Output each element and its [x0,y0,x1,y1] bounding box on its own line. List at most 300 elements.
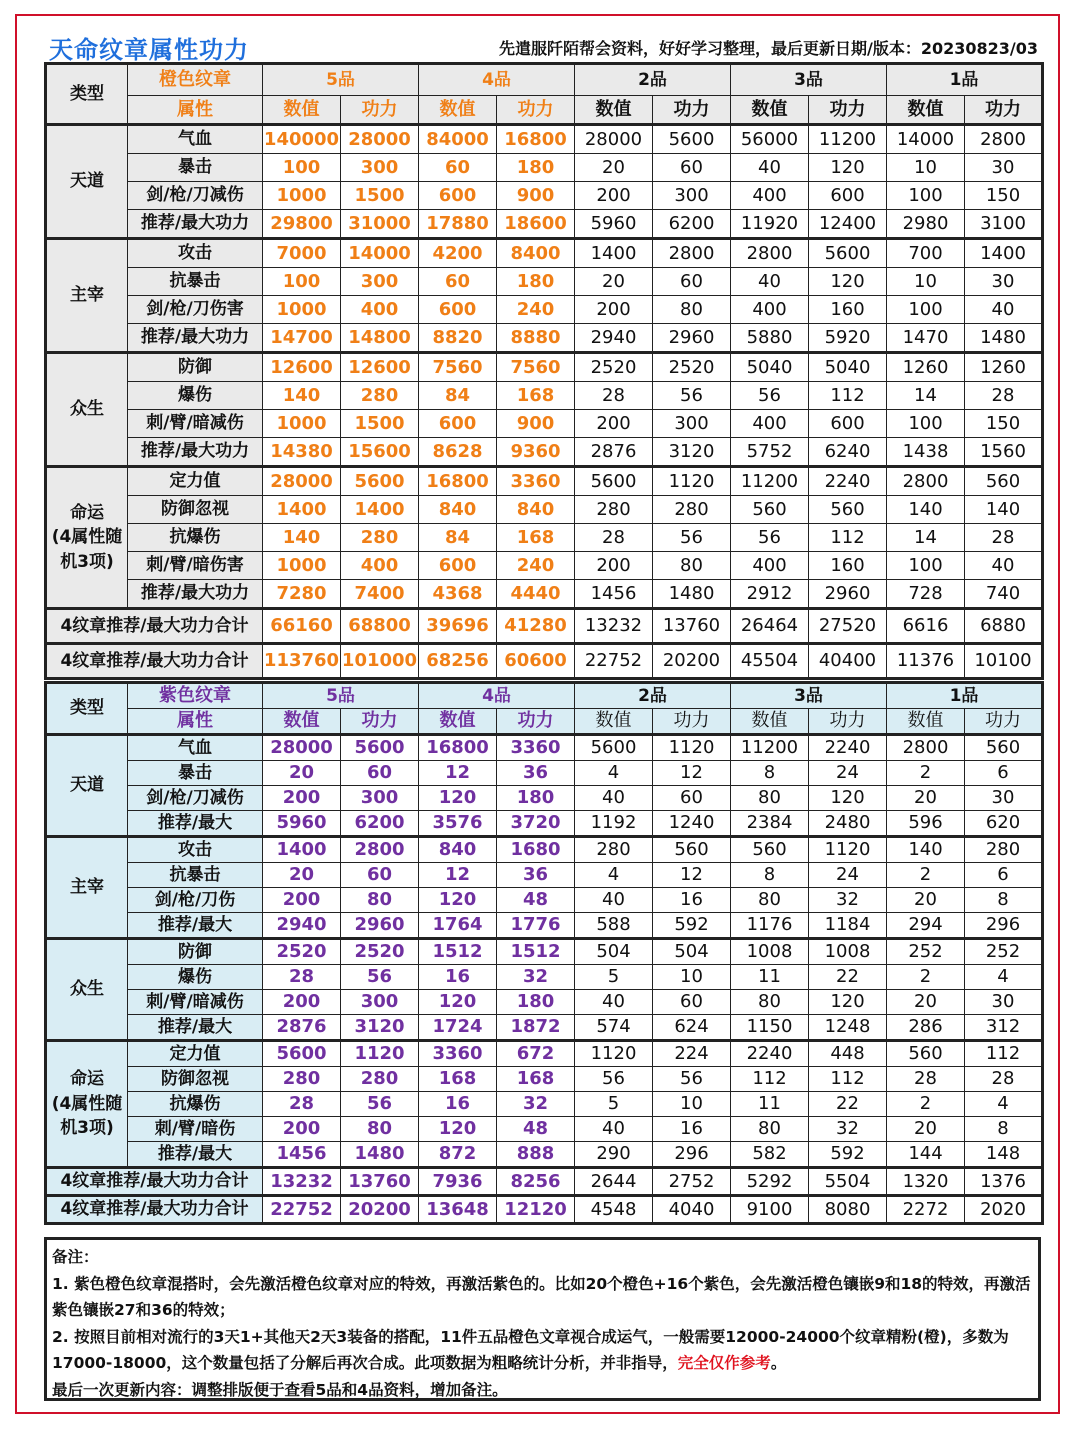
value-cell: 56000 [731,125,809,154]
total-value: 13648 [419,1196,497,1224]
value-cell: 56 [653,524,731,552]
total-value: 41280 [497,609,575,644]
value-cell: 840 [419,837,497,863]
header-row-grades [46,64,1043,96]
value-cell: 872 [419,1142,497,1168]
value-cell: 1008 [731,939,809,965]
value-cell: 280 [575,496,653,524]
group-name: 主宰 [46,837,128,939]
value-cell: 2876 [575,438,653,467]
value-cell: 6 [965,761,1043,786]
notes-item-2-main: 2. 按照目前相对流行的3天1+其他天2天3装备的搭配，11件五品橙色文章视合成运气，一般需要12000-24000个纹章精粉(橙)，多数为17000-18000，这个数量包括了分解后再次合成。此项数据为粗略统计分析，并非指导， [52,1327,1009,1373]
value-cell: 100 [263,154,341,182]
value-cell: 2940 [575,324,653,353]
value-cell: 28 [887,1067,965,1092]
total-value: 2272 [887,1196,965,1224]
value-cell: 400 [341,552,419,580]
purple-emblem-table [44,681,1044,1225]
grade-header-4: 1品 [887,64,1043,96]
table-row [46,786,1043,811]
sub-header-value: 数值 [263,96,341,125]
value-cell: 8400 [497,239,575,268]
total-value: 8256 [497,1168,575,1196]
total-row [46,1168,1043,1196]
value-cell: 18600 [497,210,575,239]
value-cell: 84000 [419,125,497,154]
sub-header-value: 数值 [575,96,653,125]
value-cell: 1480 [341,1142,419,1168]
value-cell: 280 [575,837,653,863]
grade-header-0: 5品 [263,683,419,709]
notes-heading: 备注： [52,1248,99,1266]
value-cell: 624 [653,1015,731,1041]
sub-header-value: 数值 [731,709,809,735]
value-cell: 180 [497,154,575,182]
value-cell: 1500 [341,410,419,438]
table-row [46,888,1043,913]
attribute-name: 攻击 [128,837,263,863]
value-cell: 5600 [575,467,653,496]
value-cell: 3120 [653,438,731,467]
value-cell: 11920 [731,210,809,239]
value-cell: 400 [341,296,419,324]
value-cell: 30 [965,268,1043,296]
value-cell: 80 [731,888,809,913]
value-cell: 200 [263,1117,341,1142]
value-cell: 180 [497,990,575,1015]
value-cell: 16 [653,1117,731,1142]
value-cell: 5 [575,1092,653,1117]
attribute-name: 暴击 [128,761,263,786]
value-cell: 40 [575,888,653,913]
sub-header-power: 功力 [341,96,419,125]
value-cell: 48 [497,1117,575,1142]
value-cell: 120 [809,786,887,811]
value-cell: 180 [497,268,575,296]
group-name-line: 命运 [70,502,104,523]
attribute-name: 剑/枪/刀减伤 [128,786,263,811]
value-cell: 1456 [263,1142,341,1168]
value-cell: 28 [965,524,1043,552]
attribute-name: 推荐/最大功力 [128,324,263,353]
value-cell: 7000 [263,239,341,268]
value-cell: 1120 [653,467,731,496]
value-cell: 22 [809,965,887,990]
value-cell: 280 [341,1067,419,1092]
total-row [46,644,1043,679]
header-row-grades [46,683,1043,709]
value-cell: 28 [965,1067,1043,1092]
value-cell: 2 [887,965,965,990]
notes-item-1: 1. 紫色橙色纹章混搭时，会先激活橙色纹章对应的特效，再激活紫色的。比如20个橙色+16个紫色，会先激活橙色镶嵌9和18的特效，再激活紫色镶嵌27和36的特效； [52,1274,1031,1320]
total-value: 68800 [341,609,419,644]
value-cell: 1480 [653,580,731,609]
value-cell: 2520 [653,353,731,382]
value-cell: 4 [965,965,1043,990]
attribute-name: 剑/枪/刀伤害 [128,296,263,324]
sub-header-power: 功力 [653,709,731,735]
value-cell: 4440 [497,580,575,609]
value-cell: 1512 [419,939,497,965]
total-value: 101000 [341,644,419,679]
total-value: 22752 [263,1196,341,1224]
value-cell: 56 [731,382,809,410]
value-cell: 160 [809,552,887,580]
group-name-line: 命运 [70,1069,104,1090]
value-cell: 168 [497,1067,575,1092]
grade-header-1: 4品 [419,64,575,96]
table-row [46,1041,1043,1067]
total-row [46,1196,1043,1224]
value-cell: 2800 [653,239,731,268]
value-cell: 560 [809,496,887,524]
table-row [46,913,1043,939]
value-cell: 6240 [809,438,887,467]
value-cell: 7560 [497,353,575,382]
sub-header-power: 功力 [341,709,419,735]
value-cell: 80 [731,1117,809,1142]
value-cell: 1400 [341,496,419,524]
value-cell: 1120 [341,1041,419,1067]
value-cell: 7560 [419,353,497,382]
notes-item-2-red: 完全仅作参考 [677,1354,771,1373]
total-value: 6616 [887,609,965,644]
value-cell: 60 [653,990,731,1015]
value-cell: 1000 [263,410,341,438]
value-cell: 84 [419,524,497,552]
sub-header-value: 数值 [419,709,497,735]
attribute-name: 抗暴击 [128,268,263,296]
value-cell: 1400 [263,496,341,524]
value-cell: 12 [419,863,497,888]
total-label: 4纹章推荐/最大功力合计 [46,1196,263,1224]
value-cell: 30 [965,786,1043,811]
attribute-name: 防御忽视 [128,496,263,524]
total-value: 1376 [965,1168,1043,1196]
value-cell: 28 [263,1092,341,1117]
value-cell: 22 [809,1092,887,1117]
value-cell: 1438 [887,438,965,467]
value-cell: 5040 [731,353,809,382]
table-row [46,125,1043,154]
value-cell: 20 [263,863,341,888]
value-cell: 16800 [419,735,497,761]
value-cell: 12600 [341,353,419,382]
value-cell: 12600 [263,353,341,382]
table-row [46,939,1043,965]
total-value: 26464 [731,609,809,644]
value-cell: 80 [341,888,419,913]
value-cell: 28000 [341,125,419,154]
value-cell: 5600 [653,125,731,154]
total-value: 45504 [731,644,809,679]
value-cell: 40 [965,296,1043,324]
value-cell: 1680 [497,837,575,863]
value-cell: 1150 [731,1015,809,1041]
value-cell: 80 [731,786,809,811]
group-name [46,1041,128,1168]
value-cell: 200 [263,888,341,913]
value-cell: 60 [653,268,731,296]
total-value: 113760 [263,644,341,679]
value-cell: 582 [731,1142,809,1168]
value-cell: 160 [809,296,887,324]
value-cell: 4 [965,1092,1043,1117]
table-row [46,965,1043,990]
value-cell: 2800 [887,467,965,496]
value-cell: 30 [965,154,1043,182]
value-cell: 112 [809,382,887,410]
total-value: 2644 [575,1168,653,1196]
total-value: 8080 [809,1196,887,1224]
value-cell: 9360 [497,438,575,467]
value-cell: 252 [887,939,965,965]
value-cell: 1400 [263,837,341,863]
value-cell: 60 [419,154,497,182]
total-value: 13232 [263,1168,341,1196]
value-cell: 40 [575,786,653,811]
value-cell: 120 [809,268,887,296]
value-cell: 6 [965,863,1043,888]
value-cell: 560 [731,837,809,863]
value-cell: 286 [887,1015,965,1041]
value-cell: 300 [341,786,419,811]
total-value: 2020 [965,1196,1043,1224]
value-cell: 3360 [419,1041,497,1067]
corner-title: 橙色纹章 [128,64,263,96]
value-cell: 5600 [341,467,419,496]
value-cell: 600 [809,182,887,210]
value-cell: 2960 [809,580,887,609]
value-cell: 400 [731,410,809,438]
value-cell: 40 [575,1117,653,1142]
value-cell: 40 [965,552,1043,580]
value-cell: 14000 [887,125,965,154]
value-cell: 1512 [497,939,575,965]
total-value: 13760 [341,1168,419,1196]
attribute-name: 气血 [128,125,263,154]
table-row [46,382,1043,410]
value-cell: 5920 [809,324,887,353]
table-row [46,296,1043,324]
value-cell: 56 [653,382,731,410]
value-cell: 16800 [419,467,497,496]
value-cell: 596 [887,811,965,837]
total-value: 5504 [809,1168,887,1196]
value-cell: 600 [419,410,497,438]
value-cell: 120 [419,786,497,811]
value-cell: 8820 [419,324,497,353]
value-cell: 3360 [497,467,575,496]
value-cell: 2876 [263,1015,341,1041]
total-label: 4纹章推荐/最大功力合计 [46,644,263,679]
attribute-name: 推荐/最大功力 [128,210,263,239]
value-cell: 112 [731,1067,809,1092]
value-cell: 5960 [263,811,341,837]
value-cell: 1120 [809,837,887,863]
value-cell: 56 [575,1067,653,1092]
value-cell: 2800 [887,735,965,761]
total-value: 11376 [887,644,965,679]
attribute-name: 攻击 [128,239,263,268]
value-cell: 840 [497,496,575,524]
value-cell: 140 [887,837,965,863]
table-row [46,438,1043,467]
attribute-name: 剑/枪/刀伤 [128,888,263,913]
attribute-name: 抗暴击 [128,863,263,888]
value-cell: 16800 [497,125,575,154]
value-cell: 240 [497,296,575,324]
value-cell: 2800 [731,239,809,268]
table-row [46,467,1043,496]
header-row-subs [46,96,1043,125]
grade-header-4: 1品 [887,683,1043,709]
value-cell: 840 [419,496,497,524]
value-cell: 200 [575,552,653,580]
value-cell: 20 [887,990,965,1015]
value-cell: 400 [731,182,809,210]
attribute-name: 暴击 [128,154,263,182]
value-cell: 300 [341,154,419,182]
value-cell: 56 [341,1092,419,1117]
header-row-subs [46,709,1043,735]
total-value: 1320 [887,1168,965,1196]
value-cell: 560 [965,735,1043,761]
value-cell: 24 [809,863,887,888]
page-title: 天命纹章属性功力 [49,36,249,64]
value-cell: 600 [419,296,497,324]
value-cell: 2240 [809,735,887,761]
value-cell: 10 [887,154,965,182]
value-cell: 120 [419,990,497,1015]
value-cell: 168 [497,382,575,410]
value-cell: 2960 [653,324,731,353]
group-name-line: (4属性随 [51,1093,123,1114]
value-cell: 28000 [263,467,341,496]
value-cell: 3720 [497,811,575,837]
value-cell: 14000 [341,239,419,268]
value-cell: 20 [887,1117,965,1142]
notes-box [44,1237,1041,1401]
value-cell: 20 [887,888,965,913]
value-cell: 100 [887,410,965,438]
value-cell: 1764 [419,913,497,939]
value-cell: 140 [263,524,341,552]
sub-header-power: 功力 [497,709,575,735]
value-cell: 8628 [419,438,497,467]
orange-emblem-table [44,62,1044,680]
table-row [46,210,1043,239]
value-cell: 560 [731,496,809,524]
value-cell: 4 [575,863,653,888]
value-cell: 120 [809,990,887,1015]
value-cell: 280 [341,524,419,552]
value-cell: 588 [575,913,653,939]
value-cell: 2912 [731,580,809,609]
value-cell: 20 [575,268,653,296]
table-row [46,268,1043,296]
value-cell: 1120 [653,735,731,761]
value-cell: 2520 [341,939,419,965]
value-cell: 12 [653,863,731,888]
value-cell: 11 [731,965,809,990]
value-cell: 280 [263,1067,341,1092]
value-cell: 1872 [497,1015,575,1041]
value-cell: 60 [341,863,419,888]
value-cell: 2240 [809,467,887,496]
value-cell: 14800 [341,324,419,353]
group-name: 主宰 [46,239,128,353]
value-cell: 100 [887,552,965,580]
table-row [46,524,1043,552]
value-cell: 14700 [263,324,341,353]
value-cell: 2240 [731,1041,809,1067]
value-cell: 6200 [341,811,419,837]
value-cell: 180 [497,786,575,811]
sub-header-value: 数值 [419,96,497,125]
group-name-line: 机3项) [60,1118,114,1139]
attribute-name: 刺/臂/暗减伤 [128,410,263,438]
value-cell: 600 [419,182,497,210]
value-cell: 32 [497,1092,575,1117]
attribute-name: 抗爆伤 [128,1092,263,1117]
table-row [46,580,1043,609]
value-cell: 280 [341,382,419,410]
value-cell: 56 [341,965,419,990]
value-cell: 740 [965,580,1043,609]
value-cell: 224 [653,1041,731,1067]
value-cell: 140 [887,496,965,524]
value-cell: 1470 [887,324,965,353]
total-value: 4548 [575,1196,653,1224]
value-cell: 112 [809,524,887,552]
value-cell: 29800 [263,210,341,239]
value-cell: 140 [965,496,1043,524]
value-cell: 1240 [653,811,731,837]
value-cell: 60 [653,154,731,182]
value-cell: 1400 [965,239,1043,268]
value-cell: 40 [731,154,809,182]
total-value: 60600 [497,644,575,679]
value-cell: 168 [419,1067,497,1092]
value-cell: 560 [887,1041,965,1067]
value-cell: 8 [965,1117,1043,1142]
table-row [46,496,1043,524]
attribute-name: 剑/枪/刀减伤 [128,182,263,210]
value-cell: 300 [341,990,419,1015]
total-value: 12120 [497,1196,575,1224]
total-value: 22752 [575,644,653,679]
value-cell: 120 [419,888,497,913]
sub-header-power: 功力 [965,709,1043,735]
attribute-name: 防御 [128,939,263,965]
value-cell: 5600 [575,735,653,761]
attribute-name: 刺/臂/暗减伤 [128,990,263,1015]
value-cell: 10 [887,268,965,296]
table-row [46,1117,1043,1142]
total-label: 4纹章推荐/最大功力合计 [46,609,263,644]
value-cell: 1500 [341,182,419,210]
total-value: 66160 [263,609,341,644]
value-cell: 16 [419,965,497,990]
value-cell: 40 [731,268,809,296]
group-name-line: (4属性随 [51,527,123,548]
value-cell: 10 [653,965,731,990]
value-cell: 14380 [263,438,341,467]
attribute-name: 推荐/最大功力 [128,438,263,467]
table-row [46,735,1043,761]
table-row [46,761,1043,786]
